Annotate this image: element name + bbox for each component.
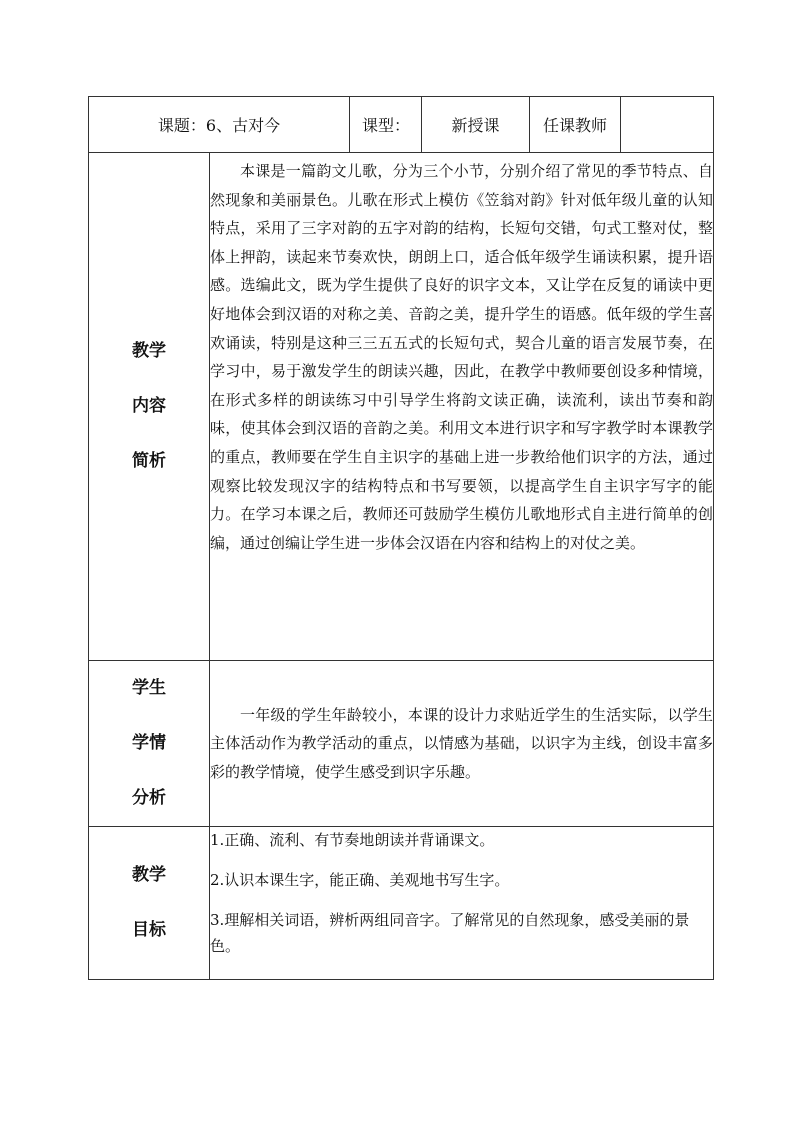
lesson-plan-table [88, 96, 714, 980]
lesson-title-cell [89, 97, 350, 153]
goal-item: 2.认识本课生字，能正确、美观地书写生字。 [210, 871, 510, 889]
goal-item: 3.理解相关词语，辨析两组同音字。了解常见的自然现象，感受美丽的景色。 [210, 911, 690, 955]
lesson-type-label: 课型： [350, 97, 422, 153]
content-analysis-row [89, 153, 714, 661]
lesson-title-value: 6、古对今 [205, 116, 281, 135]
header-row [89, 97, 714, 153]
goal-item: 1.正确、流利、有节奏地朗读并背诵课文。 [210, 831, 495, 849]
teacher-value [621, 97, 714, 153]
lesson-type-value: 新授课 [422, 97, 530, 153]
student-analysis-text: 一年级的学生年龄较小，本课的设计力求贴近学生的生活实际，以学生主体活动作为教学活动的重点，以情感为基础，以识字为主线，创设丰富多彩的教学情境，使学生感受到识字乐趣。 [210, 705, 714, 781]
student-analysis-row [89, 661, 714, 827]
teaching-goals-row [89, 827, 714, 980]
student-analysis-text-cell [210, 661, 714, 827]
teaching-goals-label: 教学 目标 [89, 827, 210, 980]
lesson-title-label: 课题： [157, 116, 206, 135]
teaching-goals-list [210, 827, 714, 980]
teacher-label: 任课教师 [530, 97, 621, 153]
content-analysis-text-cell [210, 153, 714, 661]
content-analysis-text: 本课是一篇韵文儿歌，分为三个小节，分别介绍了常见的季节特点、自然现象和美丽景色。儿歌在形式上模仿《笠翁对韵》针对低年级儿童的认知特点，采用了三字对韵的五字对韵的结构，长短句交错，句式工整对仗，整体上押韵，读起来节奏欢快，朗朗上口，适合低年级学生诵读积累，提升语感。选编此文，既为学生提供了良好的识字文本，又让学在反复的诵读中更好地体会到汉语的对称之美、音韵之美，提升学生的语感。低年级的学生喜欢诵读，特别是这种三三五五式的长短句式，契合儿童的语言发展节奏，在学习中，易于激发学生的朗读兴趣，因此，在教学中教师要创设多种情境，在形式多样的朗读练习中引导学生将韵文读正确，读流利，读出节奏和韵味，使其体会到汉语的音韵之美。利用文本进行识字和写字教学时本课教学的重点，教师要在学生自主识字的基础上进一步教给他们识字的方法，通过观察比较发现汉字的结构特点和书写要领，以提高学生自主识字写字的能力。在学习本课之后，教师还可鼓励学生模仿儿歌地形式自主进行简单的创编，通过创编让学生进一步体会汉语在内容和结构上的对仗之美。 [210, 162, 714, 552]
student-analysis-label: 学生 学情 分析 [89, 661, 210, 827]
content-analysis-label: 教学 内容 简析 [89, 153, 210, 661]
